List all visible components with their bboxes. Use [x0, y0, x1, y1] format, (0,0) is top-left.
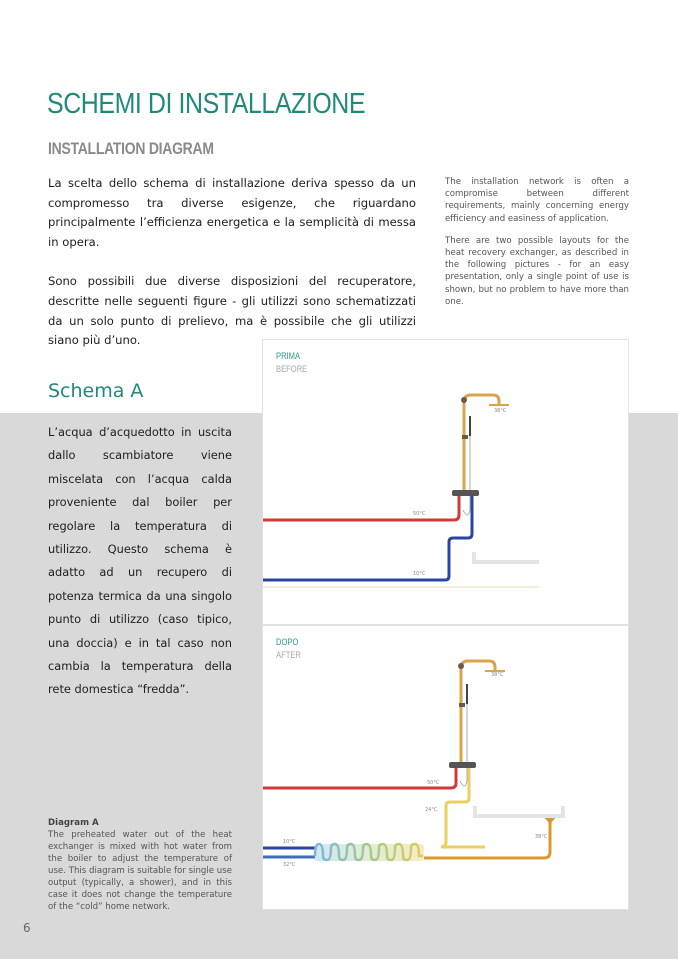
svg-text:10°C: 10°C: [283, 839, 296, 845]
page-number: 6: [23, 921, 31, 935]
svg-text:50°C: 50°C: [427, 780, 440, 786]
svg-text:50°C: 50°C: [413, 511, 426, 517]
svg-text:38°C: 38°C: [491, 672, 504, 678]
intro-italian-paragraph-2: Sono possibili due diverse disposizioni del recuperatore, descritte nelle seguenti figure - gli utilizzi sono schematizzati da un solo punto di prelievo, ma è possibile che gli utilizzi siano più d’uno.: [48, 274, 416, 348]
shower-tray-icon: [474, 552, 539, 562]
svg-text:38°C: 38°C: [535, 834, 548, 840]
schema-title: Schema A: [48, 380, 144, 402]
diagram-after-label: DOPO: [276, 637, 299, 648]
diagram-caption-text: The preheated water out of the heat exchanger is mixed with hot water from the boiler to adjust the temperature of use. This diagram is suitable for single use output (typically, a shower), and in this case it does not change the temperature of the “cold” home network.: [48, 830, 232, 912]
diagram-before-label: PRIMA: [276, 351, 301, 362]
page-title: SCHEMI DI INSTALLAZIONE: [47, 88, 366, 120]
diagram-after-panel: [262, 625, 629, 910]
svg-text:32°C: 32°C: [283, 862, 296, 868]
diagram-after-label-en: AFTER: [276, 650, 301, 661]
diagram-before-label-en: BEFORE: [276, 364, 308, 375]
svg-text:38°C: 38°C: [494, 408, 507, 414]
diagram-after-illustration: [263, 626, 630, 911]
cold-pipe-icon: [263, 496, 472, 580]
intro-english-paragraph-1: The installation network is often a compromise between different requirements, mainly concerning energy efficiency and easiness of application.: [445, 177, 629, 224]
preheated-pipe-icon: [441, 768, 485, 847]
shower-tray-icon: [475, 806, 563, 816]
drain-pipe-icon: [424, 822, 550, 858]
intro-italian-paragraph-1: La scelta dello schema di installazione deriva spesso da un compromesso tra diverse esigenze, che riguardano principalmente l’efficienza energetica e la semplicità di messa in opera.: [48, 176, 416, 249]
schema-description: L’acqua d’acquedotto in uscita dallo scambiatore viene miscelata con l’acqua calda proveniente dal boiler per regolare la temperatura di utilizzo. Questo schema è adatto ad un recupero di potenza termica da una singolo punto di utilizzo (caso tipico, una doccia) e in tal caso non cambia la temperatura della rete domestica “fredda”.: [48, 425, 232, 697]
diagram-before-panel: [262, 339, 629, 625]
diagram-caption-title: Diagram A: [48, 818, 99, 828]
intro-english: [445, 176, 629, 308]
svg-text:24°C: 24°C: [425, 807, 438, 813]
mixer-valve-icon: [449, 762, 476, 768]
diagram-before-illustration: [263, 340, 630, 626]
hot-pipe-icon: [263, 496, 459, 520]
shower-pipe-icon: [461, 661, 495, 764]
diagram-caption: [48, 817, 232, 913]
svg-text:10°C: 10°C: [413, 571, 426, 577]
intro-english-paragraph-2: There are two possible layouts for the heat recovery exchanger, as described in the following pictures - for an easy presentation, only a single point of use is shown, but no problem to have more than one.: [445, 235, 629, 307]
intro-italian: [48, 174, 416, 351]
mixer-valve-icon: [452, 490, 479, 496]
page-subtitle: INSTALLATION DIAGRAM: [48, 139, 214, 158]
